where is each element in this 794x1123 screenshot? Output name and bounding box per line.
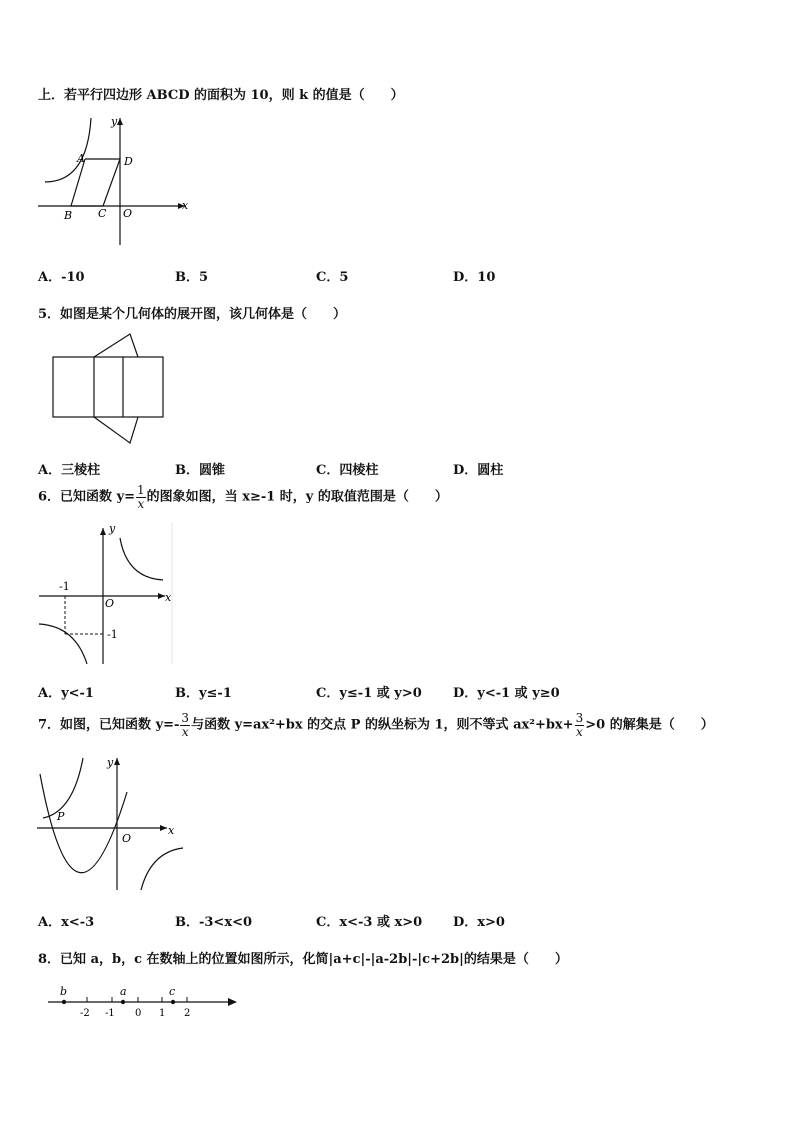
question-6-stem <box>38 484 448 510</box>
q4-option-c[interactable]: C．5 <box>316 270 349 285</box>
q6-fraction-numerator: 1 <box>137 483 145 497</box>
q7-stem-prefix: 7．如图，已知函数 y=- <box>38 717 180 733</box>
q6-option-c[interactable]: C．y≤-1 或 y>0 <box>316 686 422 701</box>
q7-fraction-1-denominator: x <box>181 724 189 739</box>
q6-fraction <box>136 484 146 510</box>
q7-x-label: x <box>168 824 175 837</box>
q7-figure-parabola-hyperbola-graph <box>35 752 185 892</box>
q7-fraction-2 <box>575 712 585 738</box>
q6-stem-suffix: 的图象如图，当 x≥-1 时，y 的取值范围是（ ） <box>146 489 448 505</box>
q8-tick-label-0: 0 <box>135 1008 142 1019</box>
q5-option-d[interactable]: D．圆柱 <box>453 463 504 478</box>
q7-option-a[interactable]: A．x<-3 <box>38 915 95 930</box>
question-8-stem: 8．已知 a，b，c 在数轴上的位置如图所示，化简|a+c|-|a-2b|-|c+2b|的结果是（ ） <box>38 952 568 967</box>
q7-fraction-1 <box>180 712 190 738</box>
q8-point-a-label: a <box>120 985 127 998</box>
q6-option-a[interactable]: A．y<-1 <box>38 686 94 701</box>
q4-option-a[interactable]: A．-10 <box>38 270 85 285</box>
q6-origin-label: O <box>105 597 115 610</box>
q8-tick-label-neg2: -2 <box>80 1008 90 1019</box>
q5-option-c[interactable]: C．四棱柱 <box>316 463 379 478</box>
q5-option-a[interactable]: A．三棱柱 <box>38 463 101 478</box>
q6-figure-hyperbola-graph <box>35 518 180 668</box>
q8-figure-number-line <box>40 985 250 1025</box>
q8-tick-label-1: 1 <box>159 1008 166 1019</box>
q6-neg1-x-label: -1 <box>59 580 70 593</box>
q6-fraction-denominator: x <box>137 496 145 511</box>
q4-point-d-label: D <box>124 155 133 168</box>
question-7-stem <box>38 712 714 738</box>
q4-origin-label: O <box>123 207 133 220</box>
q7-point-p-label: P <box>57 810 65 823</box>
q4-option-d[interactable]: D．10 <box>453 270 496 285</box>
q6-y-label: y <box>109 522 116 535</box>
q7-stem-suffix: >0 的解集是（ ） <box>585 717 714 733</box>
q6-option-b[interactable]: B．y≤-1 <box>175 686 232 701</box>
q7-option-b[interactable]: B．-3<x<0 <box>175 915 253 930</box>
q8-tick-label-2: 2 <box>184 1008 191 1019</box>
q8-tick-label-neg1: -1 <box>105 1008 115 1019</box>
q7-fraction-2-denominator: x <box>576 724 583 739</box>
q6-option-d[interactable]: D．y<-1 或 y≥0 <box>453 686 560 701</box>
q5-figure-prism-net <box>52 330 172 450</box>
question-4-stem: 上．若平行四边形 ABCD 的面积为 10，则 k 的值是（ ） <box>38 88 404 103</box>
q7-origin-label: O <box>122 832 132 845</box>
q4-point-b-label: B <box>64 209 73 222</box>
q7-option-d[interactable]: D．x>0 <box>453 915 505 930</box>
q7-fraction-2-numerator: 3 <box>575 711 584 725</box>
question-5-stem: 5．如图是某个几何体的展开图，该几何体是（ ） <box>38 307 347 322</box>
q4-point-a-label: A <box>77 152 85 165</box>
q8-point-c-label: c <box>169 985 176 998</box>
q7-stem-middle: 与函数 y=ax²+bx 的交点 P 的纵坐标为 1，则不等式 ax²+bx+ <box>191 717 574 733</box>
q6-stem-prefix: 6．已知函数 y= <box>38 489 136 505</box>
q4-y-label: y <box>111 115 118 128</box>
q4-figure-coordinate-graph <box>35 110 195 250</box>
q4-x-label: x <box>182 199 189 212</box>
q7-y-label: y <box>107 756 114 769</box>
q6-neg1-y-label: -1 <box>107 628 118 641</box>
q4-point-c-label: C <box>98 207 107 220</box>
q7-option-c[interactable]: C．x<-3 或 x>0 <box>316 915 423 930</box>
q8-point-b-label: b <box>60 985 68 998</box>
q6-x-label: x <box>165 591 172 604</box>
q7-fraction-1-numerator: 3 <box>181 711 190 725</box>
q4-option-b[interactable]: B．5 <box>175 270 209 285</box>
q5-option-b[interactable]: B．圆锥 <box>175 463 225 478</box>
